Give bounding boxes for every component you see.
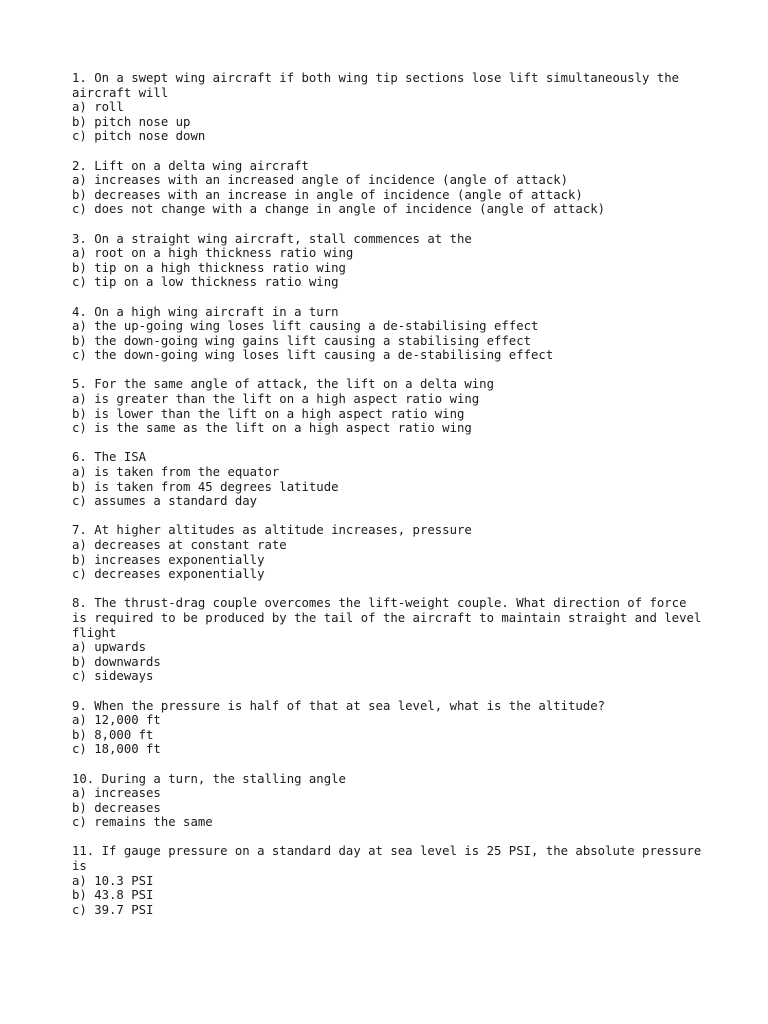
question-3: [72, 232, 702, 290]
question-11: [72, 844, 709, 917]
question-text: 7. At higher altitudes as altitude increases, pressure: [72, 523, 472, 538]
question-text: 11. If gauge pressure on a standard day at sea level is 25 PSI, the absolute pressure is: [72, 844, 709, 874]
option-a: a) 10.3 PSI: [72, 873, 154, 888]
option-b: b) 43.8 PSI: [72, 888, 154, 903]
question-text: 4. On a high wing aircraft in a turn: [72, 304, 339, 319]
option-c: c) is the same as the lift on a high aspect ratio wing: [72, 421, 472, 436]
option-c: c) decreases exponentially: [72, 567, 265, 582]
option-b: b) is taken from 45 degrees latitude: [72, 479, 339, 494]
option-b: b) is lower than the lift on a high aspect ratio wing: [72, 406, 465, 421]
question-text: 6. The ISA: [72, 450, 147, 465]
option-c: c) 18,000 ft: [72, 742, 161, 757]
question-text: 9. When the pressure is half of that at sea level, what is the altitude?: [72, 698, 606, 713]
option-a: a) the up-going wing loses lift causing a de-stabilising effect: [72, 319, 539, 334]
option-b: b) decreases: [72, 800, 161, 815]
question-1: [72, 71, 702, 144]
question-text: 8. The thrust-drag couple overcomes the lift-weight couple. What direction of force is required to be produced by the tail of the aircraft to maintain straight and level flight: [72, 596, 709, 640]
option-c: c) remains the same: [72, 815, 213, 830]
question-8: [72, 596, 709, 684]
option-b: b) 8,000 ft: [72, 727, 154, 742]
option-a: a) decreases at constant rate: [72, 538, 287, 552]
question-text: 10. During a turn, the stalling angle: [72, 771, 346, 786]
option-a: a) increases: [72, 786, 161, 801]
option-a: a) is greater than the lift on a high aspect ratio wing: [72, 392, 480, 407]
question-text: 1. On a swept wing aircraft if both wing tip sections lose lift simultaneously the aircraft will: [72, 71, 687, 100]
question-6: [72, 450, 702, 508]
option-b: b) increases exponentially: [72, 552, 265, 567]
question-4: [72, 305, 702, 363]
question-9: [72, 699, 702, 757]
question-text: 2. Lift on a delta wing aircraft: [72, 158, 309, 173]
document-page: [72, 71, 709, 932]
option-b: b) the down-going wing gains lift causing a stabilising effect: [72, 333, 532, 348]
question-5: [72, 377, 702, 435]
option-c: c) sideways: [72, 669, 154, 684]
option-b: b) pitch nose up: [72, 114, 191, 129]
option-c: c) does not change with a change in angle of incidence (angle of attack): [72, 202, 606, 217]
option-c: c) tip on a low thickness ratio wing: [72, 275, 339, 290]
option-c: c) the down-going wing loses lift causing a de-stabilising effect: [72, 348, 554, 363]
option-b: b) tip on a high thickness ratio wing: [72, 260, 346, 275]
option-c: c) 39.7 PSI: [72, 902, 154, 917]
option-b: b) decreases with an increase in angle of incidence (angle of attack): [72, 187, 583, 202]
option-a: a) root on a high thickness ratio wing: [72, 246, 354, 261]
option-a: a) is taken from the equator: [72, 465, 280, 480]
option-c: c) pitch nose down: [72, 129, 206, 144]
question-10: [72, 772, 702, 830]
option-b: b) downwards: [72, 654, 161, 669]
option-c: c) assumes a standard day: [72, 494, 258, 509]
question-text: 3. On a straight wing aircraft, stall commences at the: [72, 231, 472, 246]
question-7: [72, 523, 702, 581]
option-a: a) increases with an increased angle of incidence (angle of attack): [72, 173, 569, 188]
option-a: a) 12,000 ft: [72, 713, 161, 728]
question-text: 5. For the same angle of attack, the lift on a delta wing: [72, 377, 494, 392]
question-2: [72, 159, 702, 217]
option-a: a) roll: [72, 100, 124, 115]
option-a: a) upwards: [72, 640, 147, 655]
